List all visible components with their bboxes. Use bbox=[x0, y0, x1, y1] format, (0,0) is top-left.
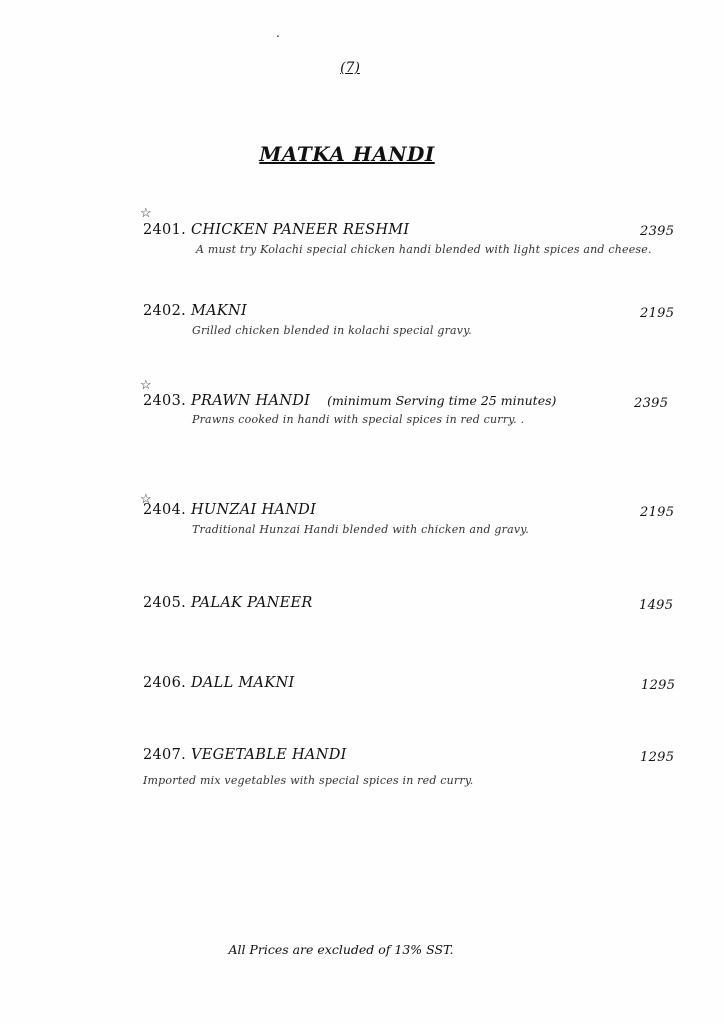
item-number: 2403. bbox=[143, 393, 187, 409]
menu-item-name bbox=[143, 393, 556, 409]
menu-item-name bbox=[143, 502, 316, 518]
menu-item-name bbox=[143, 675, 294, 691]
stray-dot: . bbox=[276, 26, 280, 40]
item-description: A must try Kolachi special chicken handi blended with light spices and cheese. bbox=[196, 243, 652, 256]
item-price: 2395 bbox=[634, 396, 669, 411]
star-icon: ☆ bbox=[140, 378, 152, 393]
item-title: MAKNI bbox=[190, 303, 248, 319]
star-icon: ☆ bbox=[140, 492, 152, 507]
item-price: 1295 bbox=[641, 678, 676, 693]
item-description: Traditional Hunzai Handi blended with chicken and gravy. bbox=[192, 523, 529, 536]
menu-item-name bbox=[143, 747, 347, 763]
section-title: MATKA HANDI bbox=[259, 142, 435, 166]
menu-item-name bbox=[143, 303, 247, 319]
star-icon: ☆ bbox=[140, 206, 152, 221]
item-price: 1295 bbox=[640, 750, 675, 765]
page-number: (7) bbox=[340, 60, 360, 76]
item-number: 2407. bbox=[143, 747, 187, 763]
item-description: Grilled chicken blended in kolachi special gravy. bbox=[192, 324, 472, 337]
item-title: HUNZAI HANDI bbox=[190, 502, 317, 518]
item-number: 2404. bbox=[143, 502, 187, 518]
menu-item-name bbox=[143, 595, 313, 611]
item-title: DALL MAKNI bbox=[190, 675, 295, 691]
item-description: Imported mix vegetables with special spices in red curry. bbox=[143, 774, 474, 787]
price-disclaimer: All Prices are excluded of 13% SST. bbox=[228, 942, 454, 957]
item-price: 2395 bbox=[640, 224, 675, 239]
item-price: 2195 bbox=[640, 505, 675, 520]
item-title: PRAWN HANDI bbox=[190, 393, 311, 409]
item-price: 1495 bbox=[639, 598, 674, 613]
item-number: 2402. bbox=[143, 303, 187, 319]
item-number: 2405. bbox=[143, 595, 187, 611]
item-title: VEGETABLE HANDI bbox=[190, 747, 347, 763]
item-number: 2406. bbox=[143, 675, 187, 691]
item-title: CHICKEN PANEER RESHMI bbox=[190, 222, 410, 238]
item-title: PALAK PANEER bbox=[190, 595, 313, 611]
menu-item-name bbox=[143, 222, 409, 238]
item-note: (minimum Serving time 25 minutes) bbox=[327, 393, 557, 408]
item-number: 2401. bbox=[143, 222, 187, 238]
item-description: Prawns cooked in handi with special spices in red curry. . bbox=[192, 413, 525, 426]
item-price: 2195 bbox=[640, 306, 675, 321]
